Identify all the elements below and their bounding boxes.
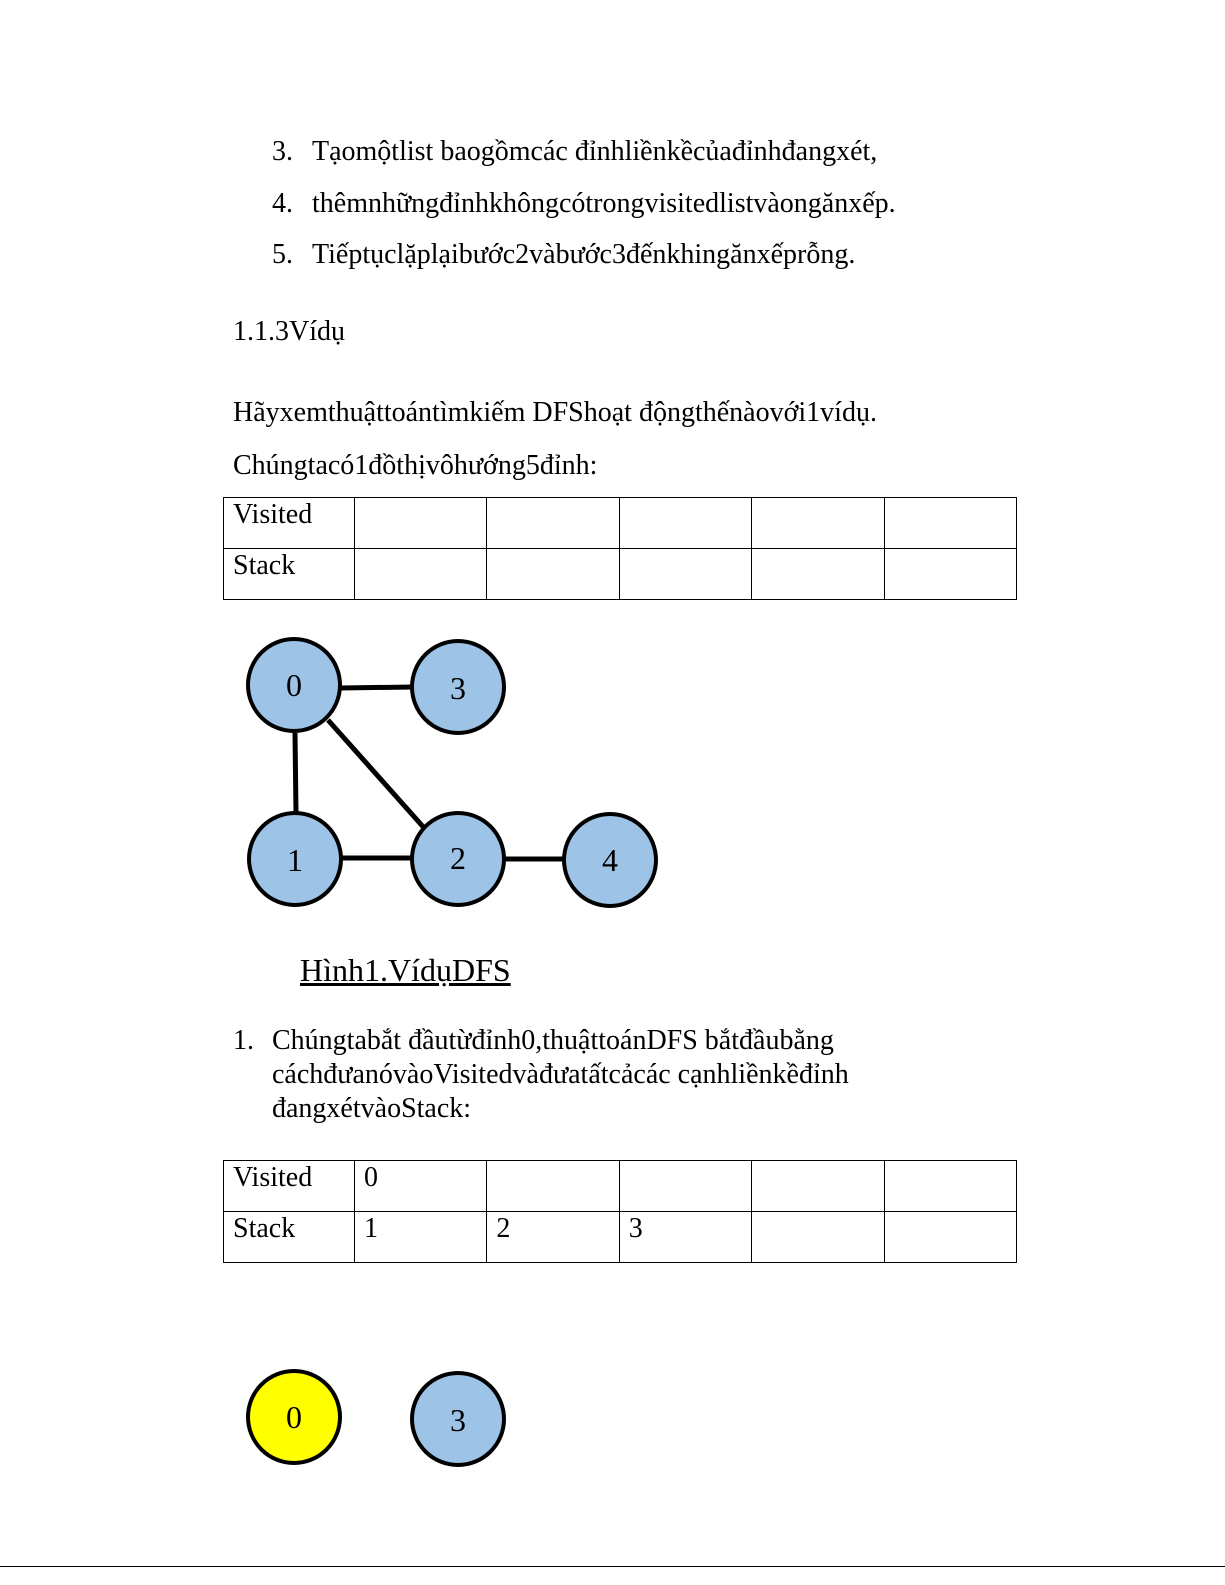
section-heading: 1.1.3Vídụ bbox=[233, 316, 345, 347]
step-text: cáchđưanóvàoVisitedvàđưatấtcảcác cạnhliềnkềđỉnh bbox=[272, 1059, 849, 1090]
row-label: Stack bbox=[224, 1212, 355, 1263]
table-cell bbox=[884, 549, 1016, 600]
edge-0-3 bbox=[340, 687, 413, 688]
table-row bbox=[224, 1212, 1017, 1263]
list-number: 4. bbox=[272, 188, 293, 219]
page-edge-divider bbox=[0, 1566, 1225, 1567]
table-row bbox=[224, 1161, 1017, 1212]
visited-stack-table bbox=[223, 497, 1017, 600]
table-cell bbox=[884, 498, 1016, 549]
node-label: 0 bbox=[286, 1399, 302, 1435]
table-cell bbox=[619, 1161, 751, 1212]
row-label: Stack bbox=[224, 549, 355, 600]
node-label: 2 bbox=[450, 840, 466, 876]
table-cell: 3 bbox=[619, 1212, 751, 1263]
intro-line: Hãyxemthuậttoántìmkiếm DFShoạt độngthếnàovới1vídụ. bbox=[233, 397, 877, 428]
node-label: 3 bbox=[450, 670, 466, 706]
step-number: 1. bbox=[233, 1025, 254, 1056]
table-cell bbox=[355, 549, 487, 600]
figure-caption: Hình1.VídụDFS bbox=[300, 952, 511, 988]
table-row bbox=[224, 549, 1017, 600]
list-text: Tiếptụclặplạibước2vàbước3đếnkhingănxếprỗng. bbox=[312, 239, 856, 270]
table-cell bbox=[487, 1161, 619, 1212]
visited-stack-table bbox=[223, 1160, 1017, 1263]
table-cell bbox=[487, 498, 619, 549]
table-cell bbox=[619, 549, 751, 600]
list-number: 3. bbox=[272, 136, 293, 167]
table-cell bbox=[752, 1161, 884, 1212]
intro-line: Chúngtacó1đồthịvôhướng5đỉnh: bbox=[233, 450, 598, 481]
table-cell bbox=[619, 498, 751, 549]
table-row bbox=[224, 498, 1017, 549]
table-cell bbox=[752, 1212, 884, 1263]
table-cell: 1 bbox=[355, 1212, 487, 1263]
node-label: 0 bbox=[286, 667, 302, 703]
list-text: thêmnhữngđỉnhkhôngcótrongvisitedlistvàongănxếp. bbox=[312, 188, 896, 219]
table-cell: 0 bbox=[355, 1161, 487, 1212]
edge-0-1 bbox=[295, 733, 296, 813]
table-cell bbox=[752, 549, 884, 600]
table-cell bbox=[884, 1161, 1016, 1212]
graph-diagram bbox=[230, 625, 680, 925]
table-cell bbox=[487, 549, 619, 600]
table-cell: 2 bbox=[487, 1212, 619, 1263]
step-text: đangxétvàoStack: bbox=[272, 1093, 472, 1124]
edge-0-2 bbox=[328, 720, 426, 830]
table-cell bbox=[884, 1212, 1016, 1263]
graph-diagram bbox=[230, 1355, 530, 1485]
step-text: Chúngtabắt đầutừđỉnh0,thuậttoánDFS bắtđầubằng bbox=[272, 1025, 834, 1056]
node-label: 3 bbox=[450, 1402, 466, 1438]
node-label: 4 bbox=[602, 842, 618, 878]
node-label: 1 bbox=[287, 842, 303, 878]
row-label: Visited bbox=[224, 1161, 355, 1212]
list-number: 5. bbox=[272, 239, 293, 270]
table-cell bbox=[355, 498, 487, 549]
row-label: Visited bbox=[224, 498, 355, 549]
list-text: Tạomộtlist baogồmcác đỉnhliềnkềcủađỉnhđangxét, bbox=[312, 136, 878, 167]
table-cell bbox=[752, 498, 884, 549]
